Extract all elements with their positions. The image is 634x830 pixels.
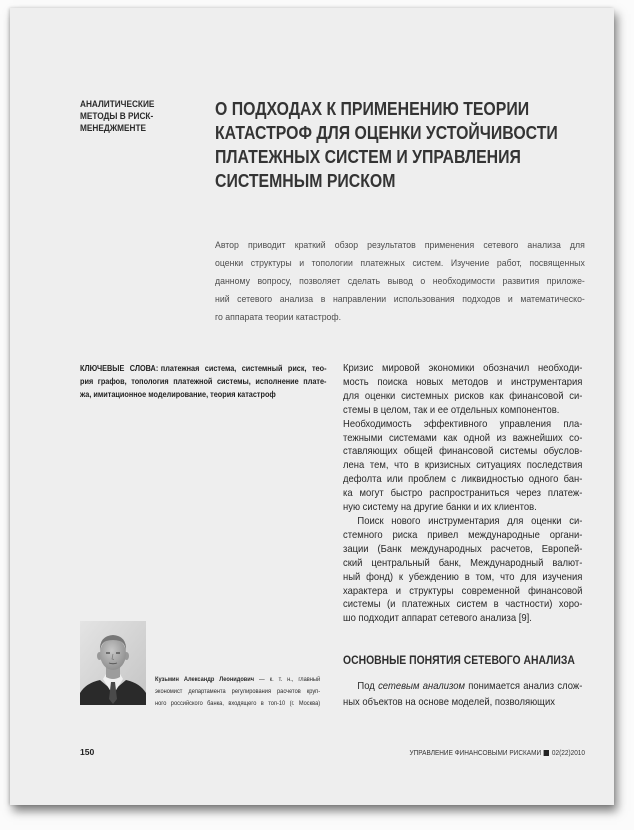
abstract-line: ний сетевого анализа в направлении использования подходов и математическо- bbox=[215, 294, 585, 305]
author-name: Кузьмин Александр Леонидович bbox=[155, 676, 255, 683]
caption-line bbox=[155, 674, 320, 686]
abstract-line: оценки структуры и топологии платежных систем. Изучение работ, посвященных bbox=[215, 258, 585, 269]
caption-line: экономист департамента регулирования расчетов круп- bbox=[155, 687, 321, 695]
body-line: ный фонд) к убеждению в том, что для изучения bbox=[343, 570, 583, 583]
body-text bbox=[343, 362, 582, 626]
body-line: стемного риска привел международные органи- bbox=[343, 528, 583, 541]
section-heading: ОСНОВНЫЕ ПОНЯТИЯ СЕТЕВОГО АНАЛИЗА bbox=[343, 653, 575, 667]
body-line: стемы в целом, так и ее отдельных компонентов. bbox=[343, 403, 560, 416]
body-line: характера и структуры современной финансовой bbox=[343, 584, 583, 597]
text-run: Под bbox=[357, 680, 375, 692]
keywords-text: платежная система, системный риск, тео- bbox=[160, 363, 327, 373]
author-degree: — к. т. н., главный bbox=[259, 676, 321, 683]
running-footer bbox=[409, 748, 585, 757]
rubric-line: АНАЛИТИЧЕСКИЕ bbox=[80, 98, 155, 109]
body-line: шо подходит аппарат сетевого анализа [9]. bbox=[343, 612, 532, 625]
body-line bbox=[343, 679, 582, 695]
rubric-line: МЕНЕДЖМЕНТЕ bbox=[80, 122, 147, 133]
body-line: ных объектов на основе моделей, позволяющих bbox=[343, 695, 555, 708]
italic-term: сетевым анализом bbox=[378, 680, 465, 692]
title-line: О ПОДХОДАХ К ПРИМЕНЕНИЮ ТЕОРИИ bbox=[215, 99, 530, 119]
body-line: зации (Банк международных расчетов, Европей- bbox=[343, 542, 583, 555]
keywords-label: КЛЮЧЕВЫЕ СЛОВА: bbox=[80, 363, 159, 373]
body-line: Кризис мировой экономики обозначил необходи- bbox=[343, 362, 583, 374]
body-line: ную систему на другие банки и их клиентов. bbox=[343, 501, 537, 514]
caption-line: ного российского банка, входящего в топ-10 (г. Москва) bbox=[155, 699, 321, 707]
journal-name: УПРАВЛЕНИЕ ФИНАНСОВЫМИ РИСКАМИ bbox=[409, 748, 542, 757]
article-title bbox=[215, 97, 558, 193]
abstract-line: Автор приводит краткий обзор результатов применения сетевого анализа для bbox=[215, 240, 585, 251]
body-line: ка могут быстро распространиться через платеж- bbox=[343, 487, 583, 500]
author-caption bbox=[155, 674, 320, 709]
abstract-line: данному вопросу, позволяет сделать вывод о необходимости развития приложе- bbox=[215, 276, 585, 287]
section-text bbox=[343, 679, 582, 710]
separator-square-icon bbox=[544, 750, 549, 756]
keywords-line: жа, имитационное моделирование, теория катастроф bbox=[80, 389, 276, 399]
body-line: тежными системами как одной из важнейших со- bbox=[343, 431, 583, 444]
title-line: КАТАСТРОФ ДЛЯ ОЦЕНКИ УСТОЙЧИВОСТИ bbox=[215, 123, 558, 143]
body-line: системы (и платежных систем в частности) хоро- bbox=[343, 598, 583, 611]
keywords bbox=[80, 362, 327, 401]
abstract-line: го аппарата теории катастроф. bbox=[215, 312, 342, 323]
title-line: СИСТЕМНЫМ РИСКОМ bbox=[215, 171, 396, 191]
body-line: для оценки системных рисков как финансовой си- bbox=[343, 389, 583, 402]
abstract bbox=[215, 237, 585, 327]
body-line: Поиск нового инструментария для оценки си- bbox=[357, 514, 583, 527]
author-photo bbox=[80, 621, 146, 705]
body-line: лена тем, что в кризисных ситуациях последствия bbox=[343, 459, 583, 472]
title-line: ПЛАТЕЖНЫХ СИСТЕМ И УПРАВЛЕНИЯ bbox=[215, 147, 521, 167]
keywords-line bbox=[80, 362, 327, 375]
text-run: понимается анализ слож- bbox=[468, 680, 583, 692]
rubric-line: МЕТОДЫ В РИСК- bbox=[80, 110, 154, 121]
body-line: дефолта или проблем с ликвидностью одного бан- bbox=[343, 473, 583, 486]
body-line: ский центральный банк, Международный валют- bbox=[343, 556, 583, 569]
journal-issue: 02(22)2010 bbox=[551, 748, 585, 757]
page-number: 150 bbox=[80, 747, 95, 757]
body-line: мость поиска новых методов и инструментария bbox=[343, 375, 583, 388]
body-line: ставляющих общей финансовой системы обуслов- bbox=[343, 445, 583, 458]
keywords-line: рия графов, топология платежной системы, исполнение плате- bbox=[80, 376, 327, 386]
rubric-label bbox=[80, 98, 154, 134]
body-line: Необходимость эффективного управления пла- bbox=[343, 417, 583, 430]
